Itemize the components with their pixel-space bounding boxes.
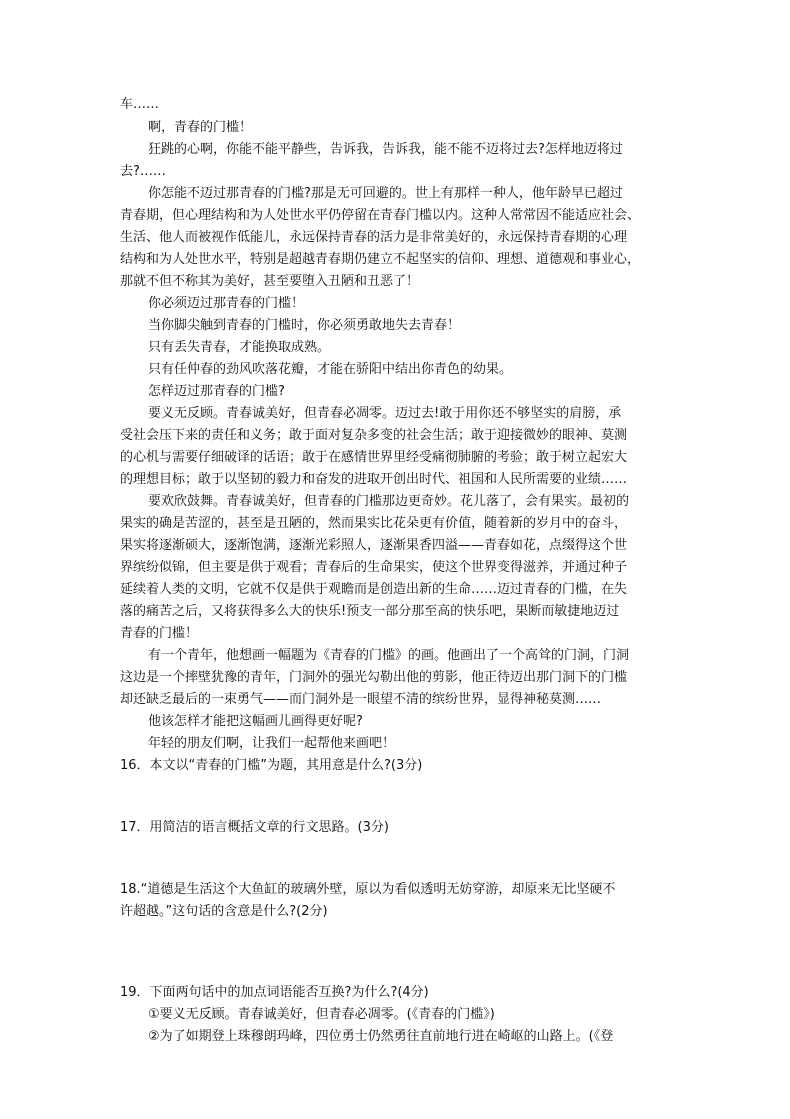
question-18: 18.“道德是生活这个大鱼缸的玻璃外壁，原以为看似透明无妨穿游，却原来无比坚硬不 [120,882,616,897]
question-19-sentence-1: ①要义无反顾。青春诚美好，但青春必凋零。(《青春的门槛》) [148,1007,495,1022]
passage-line: 怎样迈过那青春的门槛? [148,384,285,399]
passage-line: 你怎能不迈过那青春的门槛?那是无可回避的。世上有那样一种人，他年龄早已超过 [148,186,623,201]
passage-line: 年轻的朋友们啊，让我们一起帮他来画吧！ [148,736,396,751]
passage-line: 生活、他人而被视作低能儿，永远保持青春的活力是非常美好的，永远保持青春期的心理 [120,230,628,245]
passage-line: 延续着人类的文明，它就不仅是供于观瞻而是创造出新的生命……迈过青春的门槛，在失 [120,582,628,597]
passage-line: 落的痛苦之后，又将获得多么大的快乐!预支一部分那至高的快乐吧，果断而敏捷地迈过 [120,604,620,619]
passage-line: 青春的门槛！ [120,626,199,641]
passage-line: 这边是一个摔壁犹豫的青年，门洞外的强光勾勒出他的剪影，他正待迈出那门洞下的门槛 [120,670,628,685]
passage-line: 他该怎样才能把这幅画儿画得更好呢? [148,714,363,729]
passage-line: 你必须迈过那青春的门槛！ [148,296,305,311]
question-16: 16．本文以“青春的门槛”为题，其用意是什么?(3分) [120,758,423,773]
question-19: 19．下面两句话中的加点词语能否互换?为什么?(4分) [120,985,429,1000]
passage-line: 只有任仲春的劲风吹落花瓣，才能在骄阳中结出你青色的幼果。 [148,362,513,377]
passage-line: 要欢欣鼓舞。青春诚美好，但青春的门槛那边更奇妙。花儿落了，会有果实。最初的 [148,494,630,509]
passage-line: 啊，青春的门槛！ [148,120,253,135]
passage-line: 的理想目标；敢于以坚韧的毅力和奋发的进取开创出时代、祖国和人民所需要的业绩…… [120,472,628,487]
passage-line: 要义无反顾。青春诚美好，但青春必凋零。迈过去!敢于用你还不够坚实的肩膀，承 [148,406,622,421]
question-17: 17．用简洁的语言概括文章的行文思路。(3分) [120,820,389,835]
passage-line: 界缤纷似锦，但主要是供于观看；青春后的生命果实，使这个世界变得滋养，并通过种子 [120,560,628,575]
passage-line: 青春期，但心理结构和为人处世水平仍停留在青春门槛以内。这种人常常因不能适应社会、 [120,208,641,223]
question-18-cont: 许超越。”这句话的含意是什么?(2分) [120,904,328,919]
passage-line: 去?…… [120,164,166,179]
passage-line: 有一个青年，他想画一幅题为《青春的门槛》的画。他画出了一个高耸的门洞，门洞 [148,648,630,663]
passage-line: 果实将逐渐硕大，逐渐饱满，逐渐光彩照人，逐渐果香四溢——青春如花，点缀得这个世 [120,538,628,553]
passage-line: 车…… [120,97,160,112]
passage-line: 结构和为人处世水平，特别是超越青春期仍建立不起坚实的信仰、理想、道德观和事业心， [120,252,641,267]
passage-line: 那就不但不称其为美好，甚至要堕入丑陋和丑恶了！ [120,274,420,289]
passage-line: 果实的确是苦涩的，甚至是丑陋的，然而果实比花朵更有价值，随着新的岁月中的奋斗， [120,516,628,531]
passage-line: 只有丢失青春，才能换取成熟。 [148,340,331,355]
passage-line: 的心机与需要仔细破译的话语；敢于在感情世界里经受痛彻肺腑的考验；敢于树立起宏大 [120,450,628,465]
passage-line: 却还缺乏最后的一束勇气——而门洞外是一眼望不清的缤纷世界，显得神秘莫测…… [120,692,602,707]
passage-line: 受社会压下来的责任和义务；敢于面对复杂多变的社会生活；敢于迎接微妙的眼神、莫测 [120,428,628,443]
passage-line: 狂跳的心啊，你能不能平静些，告诉我，告诉我，能不能不迈将过去?怎样地迈将过 [148,142,623,157]
passage-line: 当你脚尖触到青春的门槛时，你必须勇敢地失去青春！ [148,318,461,333]
question-19-sentence-2: ②为了如期登上珠穆朗玛峰，四位勇士仍然勇往直前地行进在崎岖的山路上。(《登 [148,1029,614,1044]
